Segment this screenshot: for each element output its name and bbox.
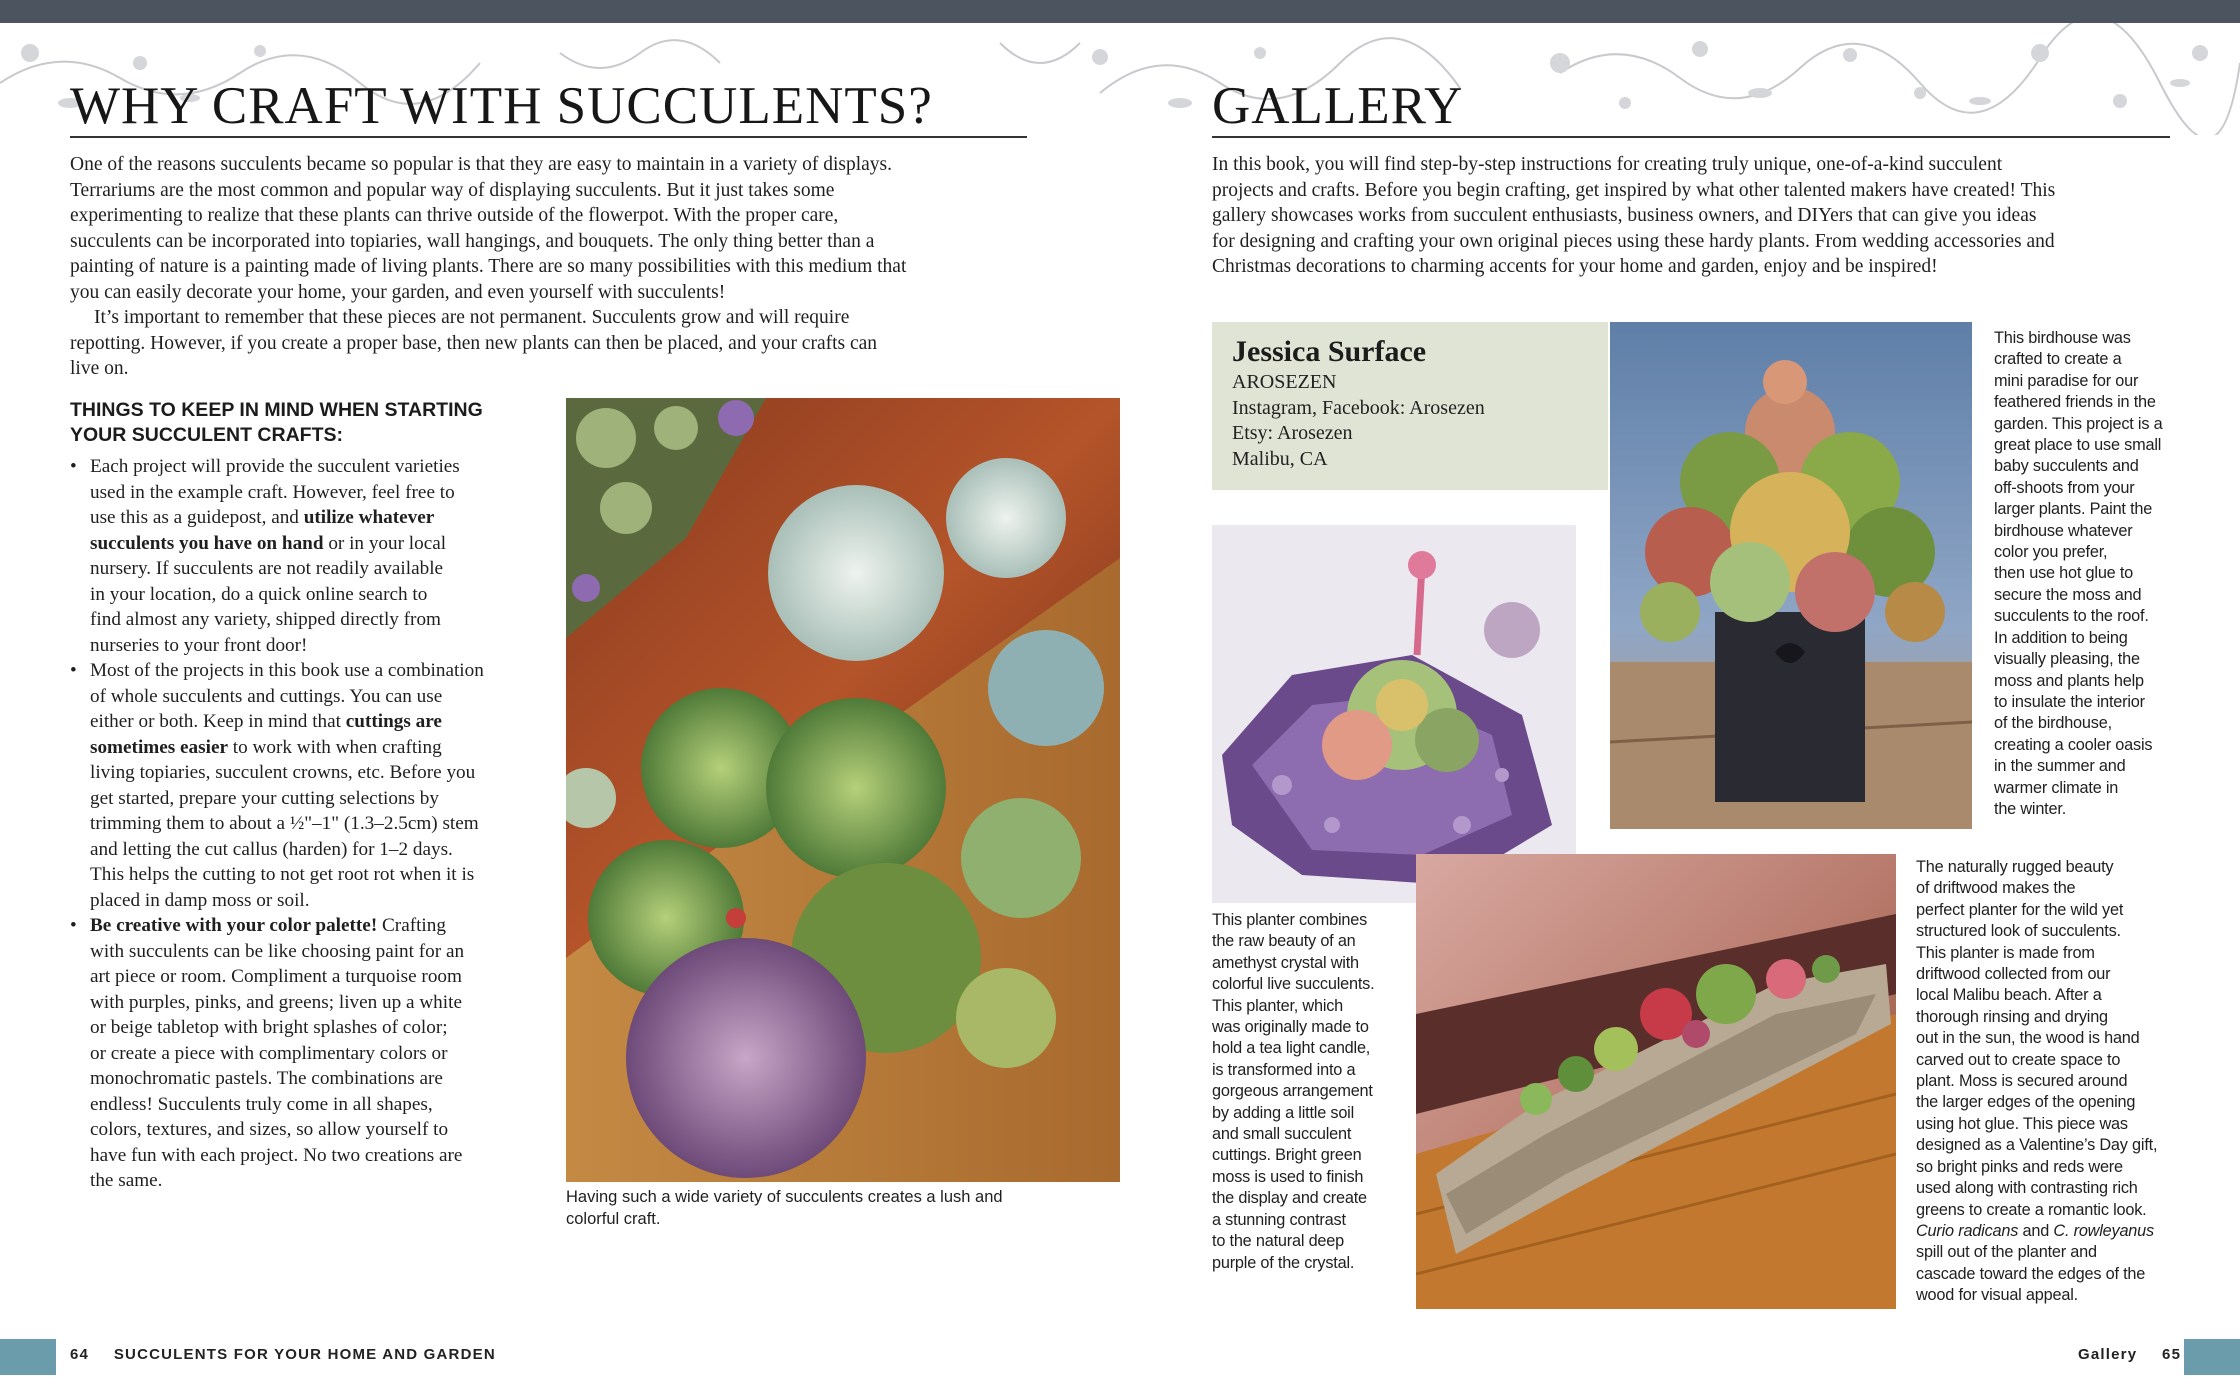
tip-text: or create a piece with complimentary colors or — [90, 1042, 448, 1064]
tip-line — [70, 913, 540, 939]
tips-subheading-line: YOUR SUCCULENT CRAFTS: — [70, 424, 343, 446]
tip-text: or in your local — [323, 532, 447, 554]
caption-line: of driftwood makes the — [1916, 879, 2076, 898]
tip-line — [70, 786, 540, 812]
tip-line — [70, 1066, 540, 1092]
caption-line: greens to create a romantic look. — [1916, 1200, 2147, 1219]
left-intro-paragraph — [70, 152, 1030, 382]
left-footer — [70, 1346, 496, 1363]
tips-subheading-line: THINGS TO KEEP IN MIND WHEN STARTING — [70, 399, 483, 421]
caption-line: hold a tea light candle, — [1212, 1039, 1371, 1058]
caption-line: the larger edges of the opening — [1916, 1093, 2136, 1112]
gallery-intro-paragraph — [1212, 152, 2192, 280]
caption-line: birdhouse whatever — [1994, 521, 2133, 540]
caption-line: cascade toward the edges of the — [1916, 1264, 2146, 1283]
amethyst-planter-photo — [1212, 525, 1576, 903]
caption-line: to the natural deep — [1212, 1232, 1344, 1251]
tip-text: used in the example craft. However, feel free to — [90, 481, 455, 503]
tip-emphasis: cuttings are — [345, 711, 442, 732]
tip-text: living topiaries, succulent crowns, etc. Before you — [90, 762, 476, 783]
tip-line — [70, 939, 540, 965]
caption-line: the raw beauty of an — [1212, 932, 1356, 951]
caption-line: local Malibu beach. After a — [1916, 986, 2102, 1005]
caption-line: secure the moss and — [1994, 585, 2142, 604]
caption-line: carved out to create space to — [1916, 1050, 2121, 1069]
caption-line: then use hot glue to — [1994, 564, 2134, 583]
tip-text: find almost any variety, shipped directly from — [90, 609, 441, 630]
caption-line: succulents to the roof. — [1994, 607, 2149, 626]
tip-text: have fun with each project. No two creations are — [90, 1144, 463, 1166]
tip-text: nurseries to your front door! — [90, 634, 308, 656]
tip-text: in your location, do a quick online search to — [90, 583, 428, 605]
left-page-number: 64 — [70, 1346, 90, 1363]
tip-line — [70, 1143, 540, 1169]
tip-line — [70, 990, 540, 1016]
intro-line: In this book, you will find step-by-step instructions for creating truly unique, one-of-a-kind succulent — [1212, 154, 2003, 175]
intro-line: Christmas decorations to charming accents for your home and garden, enjoy and be inspired! — [1212, 256, 1938, 277]
caption-line: feathered friends in the — [1994, 393, 2156, 412]
tip-line — [70, 709, 540, 735]
caption-line: mini paradise for our — [1994, 371, 2139, 390]
caption-line: amethyst crystal with — [1212, 953, 1359, 972]
caption-line: the winter. — [1994, 799, 2067, 818]
tip-line — [70, 1117, 540, 1143]
right-page-heading: GALLERY — [1212, 77, 1464, 135]
maker-social: Instagram, Facebook: Arosezen — [1232, 396, 1485, 419]
tips-bullet-list — [70, 454, 540, 1194]
tip-line — [70, 531, 540, 557]
caption-line: garden. This project is a — [1994, 414, 2163, 433]
tip-line — [70, 837, 540, 863]
driftwood-caption — [1916, 857, 2157, 1307]
tip-line — [70, 811, 540, 837]
caption-line: used along with contrasting rich — [1916, 1179, 2138, 1198]
caption-line: This planter combines — [1212, 911, 1368, 929]
caption-line: a stunning contrast — [1212, 1210, 1346, 1229]
tip-text: use this as a guidepost, and — [90, 507, 304, 528]
amethyst-caption — [1212, 910, 1374, 1274]
caption-line: of the birdhouse, — [1994, 714, 2112, 733]
caption-line: great place to use small — [1994, 436, 2162, 455]
intro-line: succulents can be incorporated into topiaries, wall hangings, and bouquets. The only thing better than a — [70, 230, 875, 252]
tip-line — [70, 888, 540, 914]
caption-line: driftwood collected from our — [1916, 965, 2111, 984]
caption-line: thorough rinsing and drying — [1916, 1007, 2108, 1026]
tip-text: get started, prepare your cutting selections by — [90, 787, 439, 809]
maker-business: AROSEZEN — [1232, 371, 1337, 393]
intro-line: painting of nature is a painting made of living plants. There are so many possibilities with this medium that — [70, 256, 907, 277]
caption-line: by adding a little soil — [1212, 1103, 1355, 1122]
book-title: SUCCULENTS FOR YOUR HOME AND GARDEN — [113, 1346, 496, 1363]
caption-line: so bright pinks and reds were — [1916, 1157, 2123, 1176]
tip-text: art piece or room. Compliment a turquoise room — [90, 966, 462, 987]
tip-line — [70, 633, 540, 659]
tip-line — [70, 760, 540, 786]
tip-text: to work with when crafting — [228, 736, 442, 758]
caption-line: In addition to being — [1994, 628, 2128, 647]
birdhouse-photo — [1610, 322, 1972, 829]
intro-line: It’s important to remember that these pieces are not permanent. Succulents grow and will require — [94, 307, 850, 328]
tip-line — [70, 862, 540, 888]
tip-text: colors, textures, and sizes, so allow yourself to — [90, 1119, 449, 1140]
tip-line — [70, 735, 540, 761]
tip-emphasis: sometimes easier — [90, 736, 228, 758]
bullet-icon: • — [70, 915, 77, 936]
caption-line: This birdhouse was — [1994, 329, 2131, 347]
caption-line: cuttings. Bright green — [1212, 1146, 1362, 1165]
caption-line: colorful live succulents. — [1212, 975, 1375, 994]
caption-line: creating a cooler oasis — [1994, 735, 2153, 754]
caption-line: using hot glue. This piece was — [1916, 1114, 2128, 1133]
caption-line: warmer climate in — [1994, 778, 2119, 797]
caption-line: perfect planter for the wild yet — [1916, 900, 2124, 919]
left-footer-accent — [0, 1339, 56, 1375]
intro-line: gallery showcases works from succulent enthusiasts, business owners, and DIYers that can give you ideas — [1212, 205, 2037, 226]
caption-line: baby succulents and — [1994, 457, 2139, 476]
tip-text: nursery. If succulents are not readily available — [90, 558, 444, 579]
succulent-box-photo — [566, 398, 1120, 1182]
intro-line: Terrariums are the most common and popular way of displaying succulents. But it just takes some — [70, 179, 835, 201]
caption-line: Having such a wide variety of succulents creates a lush and — [566, 1188, 1003, 1206]
tip-text: and letting the cut callus (harden) for 1–2 days. — [90, 838, 453, 860]
caption-line: gorgeous arrangement — [1212, 1082, 1373, 1101]
intro-line: repotting. However, if you create a proper base, then new plants can then be placed, and your crafts can — [70, 332, 878, 354]
tip-line — [70, 582, 540, 608]
caption-line: The naturally rugged beauty — [1916, 858, 2114, 876]
tip-line — [70, 556, 540, 582]
caption-line: designed as a Valentine’s Day gift, — [1916, 1136, 2158, 1155]
caption-line: structured look of succulents. — [1916, 922, 2121, 941]
tip-text: or beige tabletop with bright splashes of color; — [90, 1017, 448, 1038]
caption-line: moss is used to finish — [1212, 1167, 1364, 1186]
tip-line — [70, 480, 540, 506]
caption-line: and small succulent — [1212, 1125, 1352, 1144]
section-name: Gallery — [2078, 1346, 2138, 1363]
intro-line: you can easily decorate your home, your garden, and even yourself with succulents! — [70, 281, 726, 303]
caption-line: moss and plants help — [1994, 671, 2144, 690]
birdhouse-caption — [1994, 328, 2162, 820]
maker-profile-box — [1212, 322, 1608, 490]
tip-text: with succulents can be like choosing paint for an — [90, 940, 465, 962]
tip-text: trimming them to about a ½"–1" (1.3–2.5cm) stem — [90, 813, 479, 834]
tip-text: Most of the projects in this book use a combination — [90, 660, 484, 681]
caption-line: to insulate the interior — [1994, 692, 2145, 711]
tip-line — [70, 1015, 540, 1041]
caption-line: Curio radicans and C. rowleyanus — [1916, 1221, 2154, 1240]
intro-line: live on. — [70, 358, 129, 379]
caption-line: larger plants. Paint the — [1994, 500, 2153, 519]
caption-line: crafted to create a — [1994, 350, 2122, 369]
right-footer-accent — [2184, 1339, 2240, 1375]
left-page-heading: WHY CRAFT WITH SUCCULENTS? — [70, 77, 933, 135]
caption-line: wood for visual appeal. — [1916, 1286, 2078, 1305]
tip-text: Each project will provide the succulent varieties — [90, 456, 460, 477]
top-bar — [0, 0, 2240, 23]
caption-line: plant. Moss is secured around — [1916, 1072, 2128, 1091]
tip-line — [70, 1041, 540, 1067]
caption-line: purple of the crystal. — [1212, 1253, 1355, 1272]
tip-text: either or both. Keep in mind that — [90, 711, 346, 732]
tip-text: placed in damp moss or soil. — [90, 889, 310, 911]
left-photo-caption — [566, 1187, 1003, 1230]
maker-etsy: Etsy: Arosezen — [1232, 422, 1353, 444]
tip-line — [70, 1092, 540, 1118]
tip-line — [70, 505, 540, 531]
tip-line — [70, 658, 540, 684]
bullet-icon: • — [70, 456, 77, 477]
caption-line: in the summer and — [1994, 757, 2126, 776]
caption-line: out in the sun, the wood is hand — [1916, 1029, 2140, 1048]
tip-emphasis: succulents you have on hand — [90, 532, 324, 554]
tip-line — [70, 684, 540, 710]
intro-line: for designing and crafting your own original pieces using these hardy plants. From wedding accessories and — [1212, 230, 2055, 252]
bullet-icon: • — [70, 660, 77, 681]
caption-line: This planter, which — [1212, 996, 1344, 1015]
right-footer — [2078, 1346, 2181, 1363]
tip-text: of whole succulents and cuttings. You can use — [90, 685, 443, 707]
caption-line: color you prefer, — [1994, 543, 2108, 562]
tip-text: monochromatic pastels. The combinations are — [90, 1068, 443, 1089]
tips-subheading — [70, 398, 483, 448]
tip-text: with purples, pinks, and greens; liven up a white — [90, 991, 462, 1013]
tip-emphasis: Be creative with your color palette! — [90, 915, 378, 936]
tip-text: the same. — [90, 1170, 163, 1191]
caption-line: This planter is made from — [1916, 943, 2095, 962]
tip-text: endless! Succulents truly come in all shapes, — [90, 1093, 433, 1115]
right-page-number: 65 — [2162, 1346, 2182, 1363]
caption-line: the display and create — [1212, 1189, 1367, 1208]
caption-line: visually pleasing, the — [1994, 650, 2140, 669]
tip-line — [70, 964, 540, 990]
tip-emphasis: utilize whatever — [303, 507, 435, 528]
tip-text: Crafting — [377, 915, 446, 936]
caption-line: was originally made to — [1212, 1018, 1369, 1037]
maker-location: Malibu, CA — [1232, 447, 1328, 470]
intro-line: projects and crafts. Before you begin crafting, get inspired by what other talented makers have created! This — [1212, 179, 2056, 201]
caption-line: colorful craft. — [566, 1209, 661, 1228]
right-heading-rule — [1212, 136, 2170, 138]
left-heading-rule — [70, 136, 1027, 138]
caption-line: is transformed into a — [1212, 1060, 1356, 1079]
tip-line — [70, 454, 540, 480]
intro-line: One of the reasons succulents became so popular is that they are easy to maintain in a variety of displays. — [70, 154, 892, 175]
tip-line — [70, 607, 540, 633]
intro-line: experimenting to realize that these plants can thrive outside of the flowerpot. With the proper care, — [70, 205, 839, 226]
tip-line — [70, 1168, 540, 1194]
tip-text: This helps the cutting to not get root rot when it is — [90, 864, 475, 885]
maker-name: Jessica Surface — [1232, 335, 1427, 368]
caption-line: spill out of the planter and — [1916, 1243, 2097, 1262]
driftwood-planter-photo — [1416, 854, 1896, 1309]
caption-line: off-shoots from your — [1994, 478, 2135, 497]
